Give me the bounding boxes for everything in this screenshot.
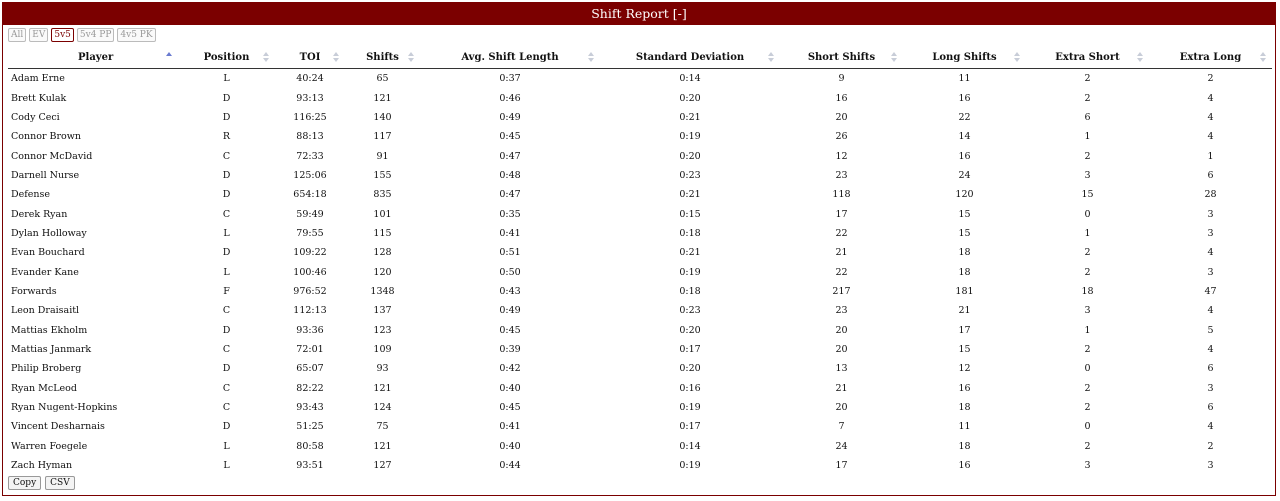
table-row (8, 340, 1272, 359)
cell-shifts: 93 (376, 363, 389, 375)
cell-extra-long: 6 (1207, 402, 1214, 414)
cell-standard-deviation: 0:19 (679, 266, 701, 278)
cell-short-shifts: 9 (838, 73, 845, 85)
cell-shifts: 124 (373, 402, 392, 414)
cell-player: Connor Brown (11, 131, 81, 143)
cell-extra-short: 0 (1084, 208, 1091, 220)
column-header-label: TOI (299, 51, 321, 63)
cell-short-shifts: 13 (835, 363, 848, 375)
cell-toi: 72:33 (296, 150, 324, 162)
cell-player: Defense (11, 189, 50, 201)
cell-position: D (222, 247, 231, 259)
cell-short-shifts: 20 (835, 111, 848, 123)
shift-report-table (8, 46, 1272, 475)
cell-standard-deviation: 0:20 (679, 324, 701, 336)
cell-short-shifts: 23 (835, 169, 848, 181)
cell-extra-short: 3 (1084, 460, 1091, 472)
cell-standard-deviation: 0:21 (679, 111, 701, 123)
cell-extra-short: 1 (1084, 227, 1091, 239)
cell-long-shifts: 12 (958, 363, 971, 375)
cell-toi: 93:13 (296, 92, 324, 104)
csv-button[interactable]: CSV (45, 476, 75, 490)
cell-player: Zach Hyman (11, 460, 73, 472)
cell-standard-deviation: 0:23 (679, 169, 701, 181)
filter-button-5v5[interactable]: 5v5 (51, 28, 74, 42)
table-row (8, 224, 1272, 243)
filter-button-4v5-pk[interactable]: 4v5 PK (117, 28, 155, 42)
cell-standard-deviation: 0:20 (679, 363, 701, 375)
cell-position: D (222, 169, 231, 181)
cell-position: L (223, 73, 230, 85)
table-row (8, 437, 1272, 456)
cell-position: D (222, 189, 231, 201)
column-header-label: Extra Long (1179, 51, 1242, 63)
cell-shifts: 121 (373, 440, 392, 452)
cell-position: D (222, 111, 231, 123)
cell-shifts: 121 (373, 382, 392, 394)
cell-avg-shift-length: 0:41 (499, 421, 521, 433)
cell-player: Derek Ryan (11, 208, 68, 220)
cell-extra-short: 2 (1084, 150, 1091, 162)
sort-icon (588, 52, 594, 62)
cell-short-shifts: 26 (835, 131, 848, 143)
filter-button-all[interactable]: All (8, 28, 26, 42)
sort-icon (768, 52, 774, 62)
cell-shifts: 120 (373, 266, 392, 278)
table-row (8, 379, 1272, 398)
cell-extra-long: 3 (1207, 227, 1214, 239)
cell-standard-deviation: 0:19 (679, 402, 701, 414)
cell-avg-shift-length: 0:45 (499, 402, 521, 414)
cell-extra-short: 0 (1084, 363, 1091, 375)
cell-extra-long: 4 (1207, 111, 1214, 123)
cell-toi: 80:58 (296, 440, 324, 452)
column-header-toi[interactable] (275, 46, 345, 69)
cell-short-shifts: 20 (835, 343, 848, 355)
cell-standard-deviation: 0:16 (679, 382, 701, 394)
cell-position: C (222, 343, 231, 355)
cell-avg-shift-length: 0:47 (499, 150, 521, 162)
cell-long-shifts: 18 (958, 402, 971, 414)
table-row (8, 262, 1272, 281)
cell-long-shifts: 120 (955, 189, 974, 201)
cell-toi: 93:36 (296, 324, 324, 336)
sort-icon (1260, 52, 1266, 62)
column-header-standard-deviation[interactable] (600, 46, 780, 69)
cell-short-shifts: 24 (835, 440, 848, 452)
cell-short-shifts: 12 (835, 150, 848, 162)
cell-shifts: 101 (373, 208, 392, 220)
table-row (8, 166, 1272, 185)
table-row (8, 69, 1272, 89)
table-row (8, 456, 1272, 475)
column-header-avg-shift-length[interactable] (420, 46, 600, 69)
cell-standard-deviation: 0:19 (679, 460, 701, 472)
cell-long-shifts: 15 (958, 208, 971, 220)
cell-shifts: 121 (373, 92, 392, 104)
cell-toi: 72:01 (296, 343, 324, 355)
table-row (8, 359, 1272, 378)
cell-extra-long: 47 (1204, 285, 1217, 297)
cell-extra-short: 2 (1084, 343, 1091, 355)
cell-toi: 125:06 (293, 169, 327, 181)
cell-toi: 112:13 (293, 305, 327, 317)
cell-long-shifts: 17 (958, 324, 971, 336)
cell-standard-deviation: 0:21 (679, 247, 701, 259)
column-header-short-shifts[interactable] (780, 46, 903, 69)
cell-shifts: 75 (376, 421, 389, 433)
cell-avg-shift-length: 0:39 (499, 343, 521, 355)
cell-toi: 79:55 (296, 227, 324, 239)
table-row (8, 417, 1272, 436)
table-row (8, 146, 1272, 165)
cell-shifts: 140 (373, 111, 392, 123)
table-header-row (8, 46, 1272, 69)
cell-long-shifts: 16 (958, 460, 971, 472)
column-header-label: Long Shifts (932, 51, 997, 63)
cell-extra-long: 4 (1207, 92, 1214, 104)
cell-standard-deviation: 0:17 (679, 421, 701, 433)
cell-toi: 116:25 (293, 111, 327, 123)
cell-player: Philip Broberg (11, 363, 82, 375)
cell-player: Adam Erne (11, 73, 65, 85)
cell-avg-shift-length: 0:48 (499, 169, 521, 181)
cell-short-shifts: 20 (835, 402, 848, 414)
cell-player: Cody Ceci (11, 111, 60, 123)
cell-standard-deviation: 0:20 (679, 150, 701, 162)
table-row (8, 320, 1272, 339)
cell-player: Mattias Ekholm (11, 324, 88, 336)
cell-shifts: 127 (373, 460, 392, 472)
sort-icon (333, 52, 339, 62)
cell-standard-deviation: 0:21 (679, 189, 701, 201)
cell-toi: 65:07 (296, 363, 324, 375)
cell-long-shifts: 11 (958, 73, 971, 85)
cell-player: Connor McDavid (11, 150, 93, 162)
cell-extra-short: 2 (1084, 247, 1091, 259)
column-header-label: Player (78, 51, 114, 63)
cell-player: Leon Draisaitl (11, 305, 80, 317)
column-header-extra-long[interactable] (1149, 46, 1272, 69)
table-row (8, 282, 1272, 301)
column-header-extra-short[interactable] (1026, 46, 1149, 69)
cell-avg-shift-length: 0:45 (499, 324, 521, 336)
column-header-position[interactable] (178, 46, 275, 69)
cell-avg-shift-length: 0:50 (499, 266, 521, 278)
cell-avg-shift-length: 0:42 (499, 363, 521, 375)
cell-toi: 109:22 (293, 247, 327, 259)
cell-long-shifts: 24 (958, 169, 971, 181)
cell-shifts: 137 (373, 305, 392, 317)
table-row (8, 243, 1272, 262)
cell-long-shifts: 18 (958, 266, 971, 278)
cell-shifts: 91 (376, 150, 389, 162)
cell-position: D (222, 92, 231, 104)
cell-short-shifts: 7 (838, 421, 845, 433)
column-header-label: Shifts (366, 51, 399, 63)
cell-player: Forwards (11, 285, 57, 297)
cell-extra-short: 15 (1081, 189, 1094, 201)
cell-short-shifts: 17 (835, 460, 848, 472)
cell-avg-shift-length: 0:46 (499, 92, 521, 104)
column-header-shifts[interactable] (345, 46, 420, 69)
cell-short-shifts: 16 (835, 92, 848, 104)
cell-extra-short: 2 (1084, 266, 1091, 278)
cell-extra-short: 2 (1084, 92, 1091, 104)
table-row (8, 398, 1272, 417)
table-row (8, 185, 1272, 204)
column-header-long-shifts[interactable] (903, 46, 1026, 69)
cell-long-shifts: 181 (955, 285, 974, 297)
cell-avg-shift-length: 0:35 (499, 208, 521, 220)
cell-extra-short: 1 (1084, 324, 1091, 336)
cell-position: C (222, 382, 231, 394)
cell-position: D (222, 324, 231, 336)
cell-player: Brett Kulak (11, 92, 67, 104)
cell-shifts: 65 (376, 73, 389, 85)
cell-position: D (222, 363, 231, 375)
cell-position: D (222, 421, 231, 433)
sort-icon (408, 52, 414, 62)
cell-extra-long: 3 (1207, 460, 1214, 472)
cell-extra-long: 1 (1207, 150, 1214, 162)
sort-icon (1014, 52, 1020, 62)
cell-long-shifts: 16 (958, 150, 971, 162)
cell-position: L (223, 266, 230, 278)
cell-position: C (222, 150, 231, 162)
cell-short-shifts: 17 (835, 208, 848, 220)
cell-player: Evander Kane (11, 266, 79, 278)
table-row (8, 127, 1272, 146)
cell-long-shifts: 18 (958, 440, 971, 452)
cell-player: Vincent Desharnais (11, 421, 105, 433)
cell-short-shifts: 118 (832, 189, 851, 201)
cell-shifts: 155 (373, 169, 392, 181)
cell-position: F (223, 285, 230, 297)
cell-toi: 88:13 (296, 131, 324, 143)
cell-extra-long: 4 (1207, 247, 1214, 259)
cell-player: Dylan Holloway (11, 227, 87, 239)
cell-toi: 82:22 (296, 382, 324, 394)
cell-standard-deviation: 0:18 (679, 285, 701, 297)
cell-avg-shift-length: 0:43 (499, 285, 521, 297)
cell-long-shifts: 18 (958, 247, 971, 259)
column-header-player[interactable] (8, 46, 178, 69)
cell-extra-long: 6 (1207, 363, 1214, 375)
sort-icon (1137, 52, 1143, 62)
cell-extra-long: 4 (1207, 305, 1214, 317)
cell-shifts: 128 (373, 247, 392, 259)
cell-extra-long: 3 (1207, 208, 1214, 220)
cell-short-shifts: 21 (835, 382, 848, 394)
cell-avg-shift-length: 0:45 (499, 131, 521, 143)
cell-shifts: 835 (373, 189, 392, 201)
cell-long-shifts: 15 (958, 227, 971, 239)
cell-player: Mattias Janmark (11, 343, 92, 355)
cell-standard-deviation: 0:17 (679, 343, 701, 355)
cell-standard-deviation: 0:18 (679, 227, 701, 239)
cell-shifts: 115 (373, 227, 392, 239)
shift-report-panel (2, 2, 1276, 496)
cell-extra-long: 4 (1207, 421, 1214, 433)
cell-toi: 51:25 (296, 421, 324, 433)
cell-avg-shift-length: 0:51 (499, 247, 521, 259)
table-body (8, 69, 1272, 476)
column-header-label: Short Shifts (807, 51, 876, 63)
title-bar (3, 3, 1275, 25)
cell-toi: 59:49 (296, 208, 324, 220)
cell-player: Evan Bouchard (11, 247, 85, 259)
cell-extra-long: 5 (1207, 324, 1214, 336)
column-header-label: Standard Deviation (635, 51, 745, 63)
collapse-toggle[interactable]: [-] (672, 6, 687, 21)
cell-extra-short: 2 (1084, 402, 1091, 414)
cell-short-shifts: 22 (835, 266, 848, 278)
cell-extra-long: 6 (1207, 169, 1214, 181)
sort-icon (263, 52, 269, 62)
cell-extra-short: 2 (1084, 440, 1091, 452)
cell-extra-short: 18 (1081, 285, 1094, 297)
cell-extra-long: 4 (1207, 343, 1214, 355)
cell-extra-short: 1 (1084, 131, 1091, 143)
cell-standard-deviation: 0:14 (679, 73, 701, 85)
table-row (8, 88, 1272, 107)
cell-standard-deviation: 0:23 (679, 305, 701, 317)
cell-avg-shift-length: 0:37 (499, 73, 521, 85)
cell-short-shifts: 20 (835, 324, 848, 336)
table-row (8, 204, 1272, 223)
cell-position: C (222, 208, 231, 220)
cell-shifts: 117 (373, 131, 392, 143)
cell-toi: 93:51 (296, 460, 324, 472)
cell-extra-long: 3 (1207, 382, 1214, 394)
cell-position: C (222, 402, 231, 414)
cell-long-shifts: 21 (958, 305, 971, 317)
cell-avg-shift-length: 0:40 (499, 440, 521, 452)
cell-avg-shift-length: 0:47 (499, 189, 521, 201)
cell-extra-long: 2 (1207, 440, 1214, 452)
cell-short-shifts: 22 (835, 227, 848, 239)
sort-ascending-icon (166, 52, 172, 62)
cell-short-shifts: 21 (835, 247, 848, 259)
cell-extra-short: 2 (1084, 382, 1091, 394)
cell-player: Darnell Nurse (11, 169, 80, 181)
cell-long-shifts: 16 (958, 382, 971, 394)
cell-extra-short: 3 (1084, 169, 1091, 181)
cell-avg-shift-length: 0:49 (499, 111, 521, 123)
cell-player: Ryan McLeod (11, 382, 77, 394)
cell-avg-shift-length: 0:41 (499, 227, 521, 239)
cell-avg-shift-length: 0:49 (499, 305, 521, 317)
cell-standard-deviation: 0:14 (679, 440, 701, 452)
cell-shifts: 109 (373, 343, 392, 355)
cell-position: L (223, 440, 230, 452)
table-row (8, 301, 1272, 320)
cell-extra-short: 6 (1084, 111, 1091, 123)
cell-standard-deviation: 0:20 (679, 92, 701, 104)
cell-position: C (222, 305, 231, 317)
cell-short-shifts: 217 (832, 285, 851, 297)
cell-long-shifts: 14 (958, 131, 971, 143)
cell-short-shifts: 23 (835, 305, 848, 317)
cell-standard-deviation: 0:19 (679, 131, 701, 143)
filter-button-5v4-pp[interactable]: 5v4 PP (77, 28, 115, 42)
cell-player: Warren Foegele (11, 440, 88, 452)
filter-button-ev[interactable]: EV (29, 28, 48, 42)
cell-shifts: 1348 (370, 285, 395, 297)
cell-shifts: 123 (373, 324, 392, 336)
cell-standard-deviation: 0:15 (679, 208, 701, 220)
cell-long-shifts: 11 (958, 421, 971, 433)
cell-extra-long: 3 (1207, 266, 1214, 278)
cell-extra-short: 0 (1084, 421, 1091, 433)
cell-toi: 100:46 (293, 266, 327, 278)
column-header-label: Position (203, 51, 250, 63)
cell-position: R (222, 131, 231, 143)
cell-long-shifts: 15 (958, 343, 971, 355)
cell-toi: 654:18 (293, 189, 327, 201)
cell-extra-long: 2 (1207, 73, 1214, 85)
cell-avg-shift-length: 0:44 (499, 460, 521, 472)
situation-filter-bar (8, 28, 156, 42)
cell-extra-long: 4 (1207, 131, 1214, 143)
cell-position: L (223, 460, 230, 472)
cell-extra-short: 2 (1084, 73, 1091, 85)
cell-long-shifts: 16 (958, 92, 971, 104)
cell-toi: 40:24 (296, 73, 324, 85)
column-header-label: Avg. Shift Length (461, 51, 559, 63)
cell-extra-short: 3 (1084, 305, 1091, 317)
sort-icon (891, 52, 897, 62)
cell-position: L (223, 227, 230, 239)
cell-player: Ryan Nugent-Hopkins (11, 402, 118, 414)
cell-avg-shift-length: 0:40 (499, 382, 521, 394)
cell-extra-long: 28 (1204, 189, 1217, 201)
cell-toi: 93:43 (296, 402, 324, 414)
export-actions (8, 476, 75, 490)
copy-button[interactable]: Copy (8, 476, 41, 490)
table-row (8, 108, 1272, 127)
column-header-label: Extra Short (1055, 51, 1120, 63)
cell-long-shifts: 22 (958, 111, 971, 123)
report-title: Shift Report (591, 6, 669, 21)
cell-toi: 976:52 (293, 285, 327, 297)
